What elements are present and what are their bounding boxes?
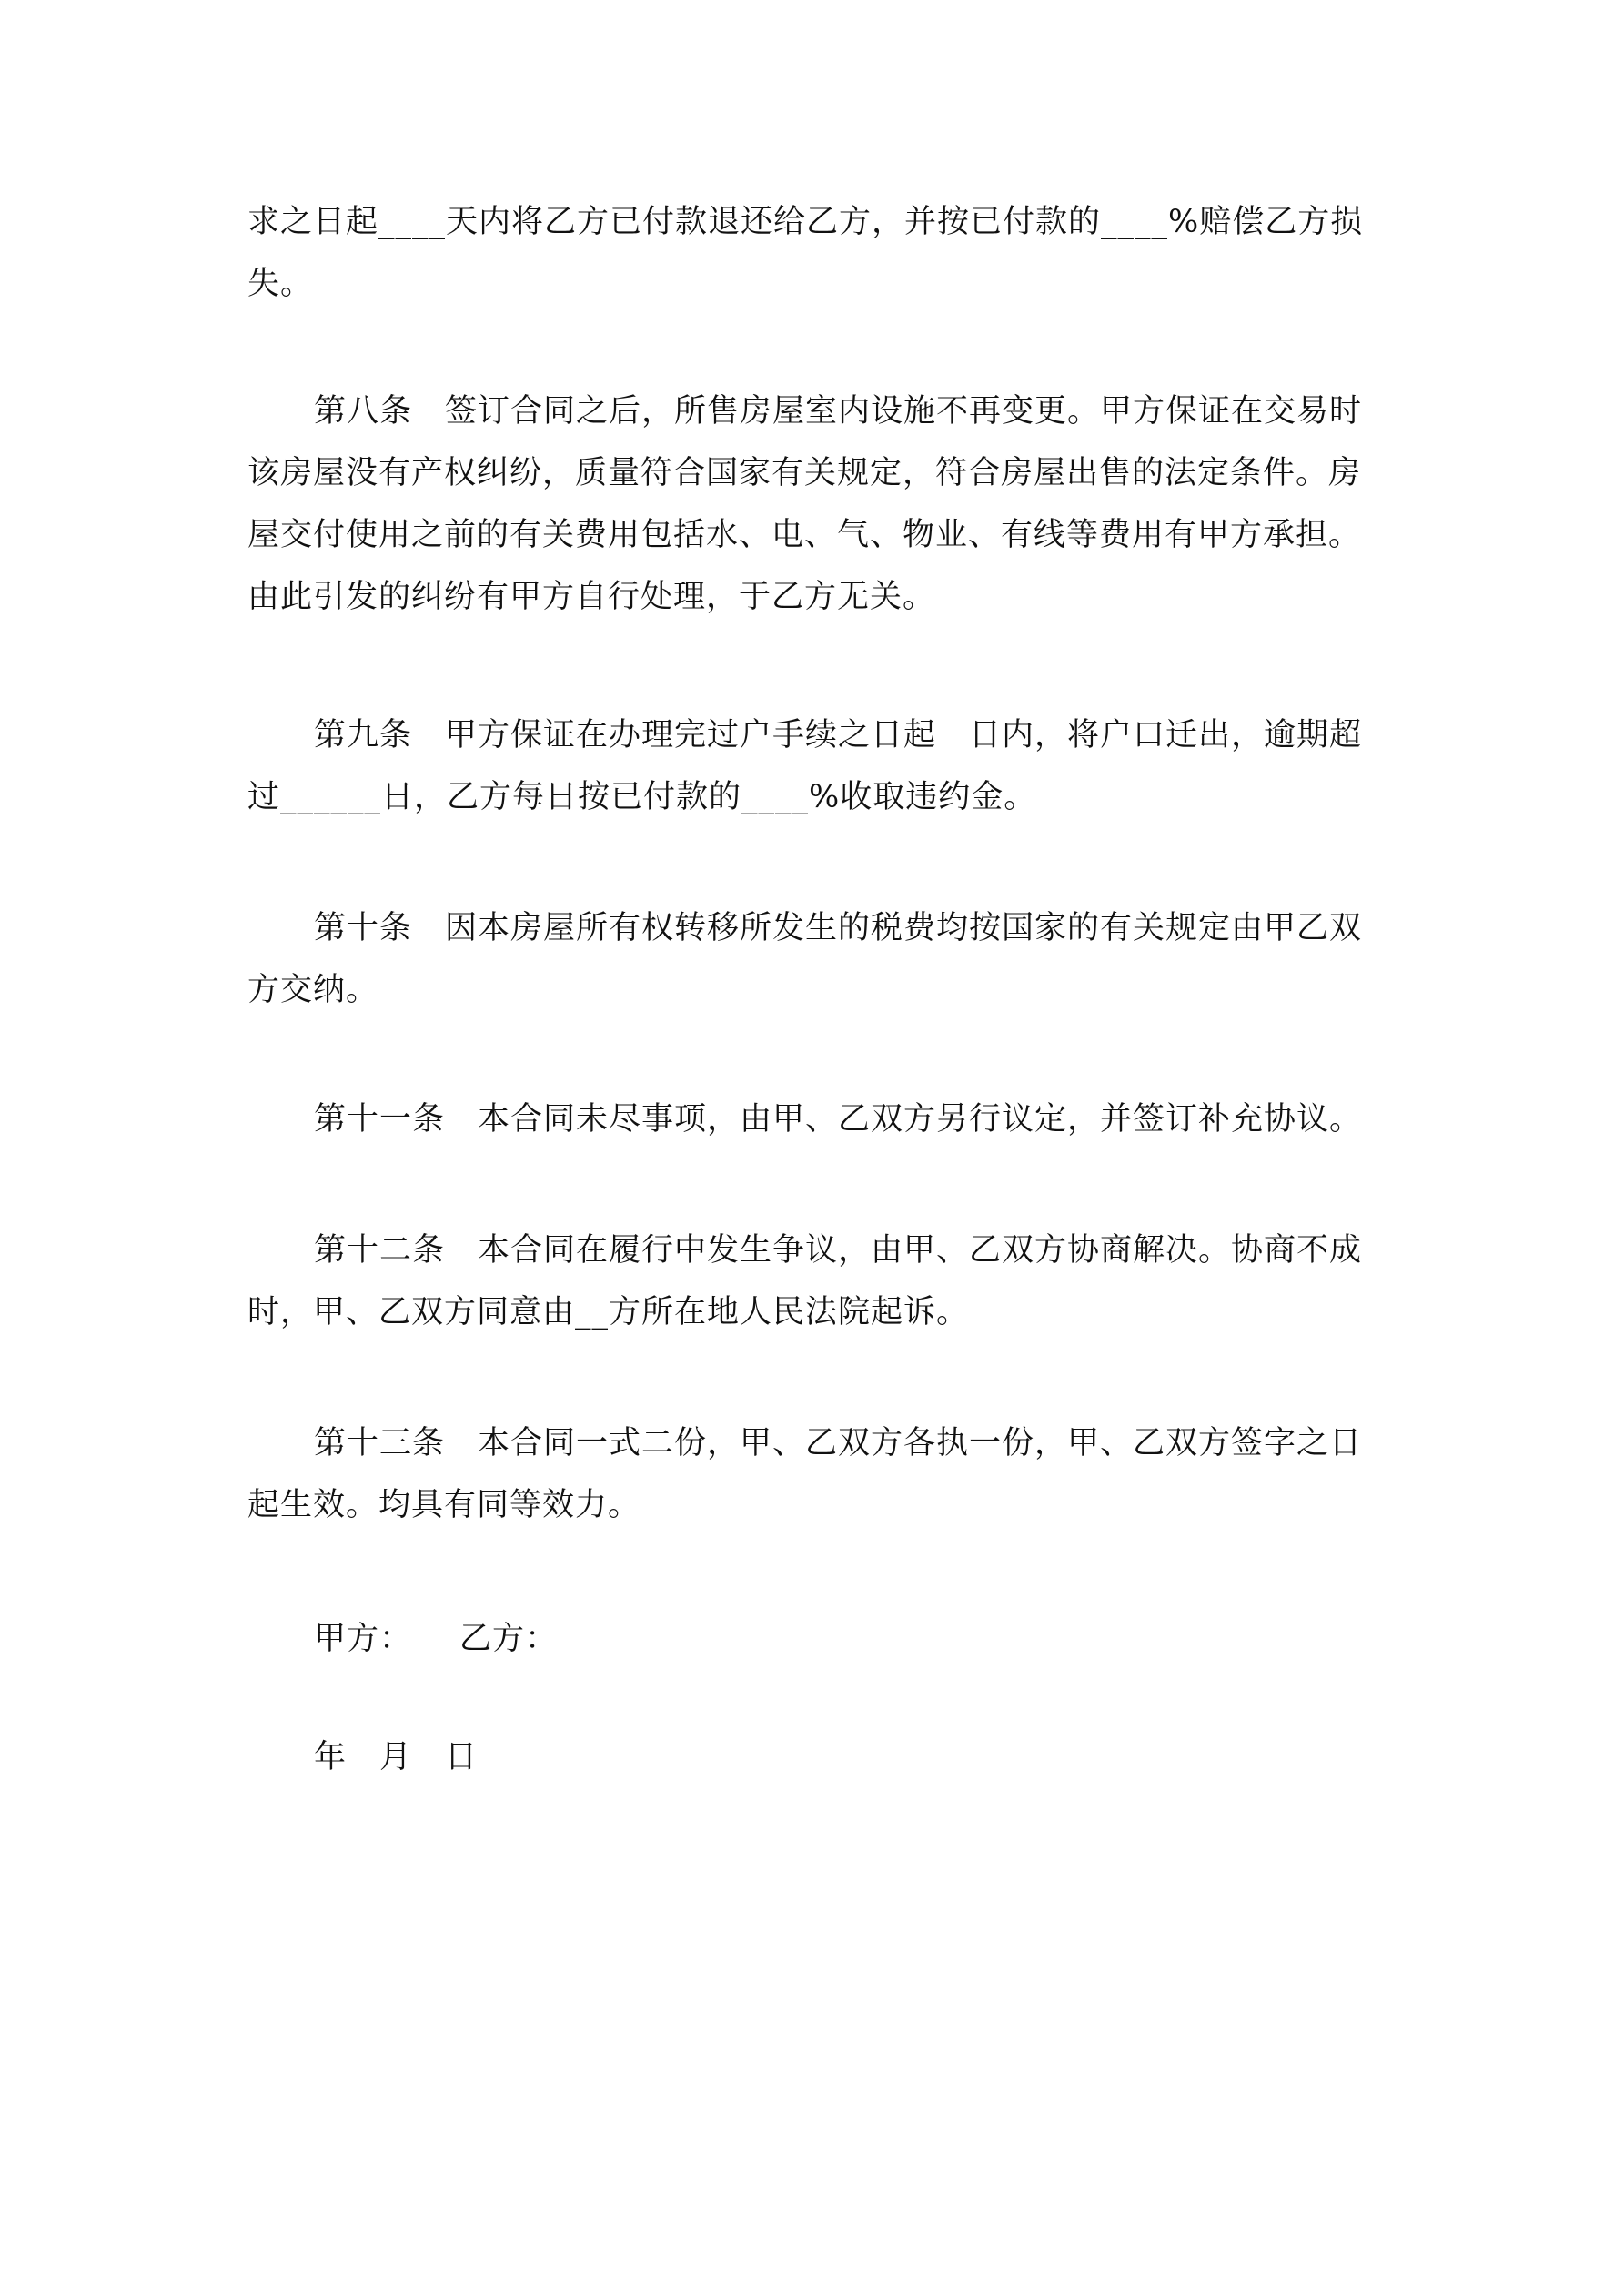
article-13-line-1: 第十三条 本合同一式二份，甲、乙双方各执一份，甲、乙双方签字之日 bbox=[314, 1425, 1363, 1462]
article-11-line-1: 第十一条 本合同未尽事项，由甲、乙双方另行议定，并签订补充协议。 bbox=[314, 1101, 1363, 1138]
article-13-line-2: 起生效。均具有同等效力。 bbox=[247, 1487, 641, 1523]
party-b-signature-label: 乙方： bbox=[459, 1621, 559, 1657]
article-10-line-1: 第十条 因本房屋所有权转移所发生的税费均按国家的有关规定由甲乙双 bbox=[314, 910, 1363, 946]
paragraph-continuation-line-1: 求之日起____天内将乙方已付款退还给乙方，并按已付款的____%赔偿乙方损 bbox=[247, 204, 1364, 240]
date-day-label: 日 bbox=[445, 1739, 479, 1775]
article-8-line-1: 第八条 签订合同之后，所售房屋室内设施不再变更。甲方保证在交易时 bbox=[314, 393, 1363, 430]
party-a-signature-label: 甲方： bbox=[314, 1621, 413, 1657]
article-12-line-1: 第十二条 本合同在履行中发生争议，由甲、乙双方协商解决。协商不成 bbox=[314, 1232, 1363, 1269]
article-8-line-2: 该房屋没有产权纠纷，质量符合国家有关规定，符合房屋出售的法定条件。房 bbox=[247, 455, 1362, 491]
date-year-label: 年 bbox=[314, 1739, 348, 1775]
article-9-line-1: 第九条 甲方保证在办理完过户手续之日起 日内，将户口迁出，逾期超 bbox=[314, 717, 1363, 754]
date-row bbox=[314, 1725, 478, 1790]
article-10-line-2: 方交纳。 bbox=[247, 972, 379, 1008]
article-8-line-4: 由此引发的纠纷有甲方自行处理，于乙方无关。 bbox=[247, 579, 936, 615]
date-month-label: 月 bbox=[379, 1739, 413, 1775]
article-8-line-3: 屋交付使用之前的有关费用包括水、电、气、物业、有线等费用有甲方承担。 bbox=[247, 517, 1362, 553]
signature-row bbox=[314, 1606, 558, 1672]
article-12-line-2: 时，甲、乙双方同意由__方所在地人民法院起诉。 bbox=[247, 1294, 970, 1330]
article-9-line-2: 过______日，乙方每日按已付款的____%收取违约金。 bbox=[247, 779, 1037, 815]
paragraph-continuation-line-2: 失。 bbox=[247, 266, 314, 302]
